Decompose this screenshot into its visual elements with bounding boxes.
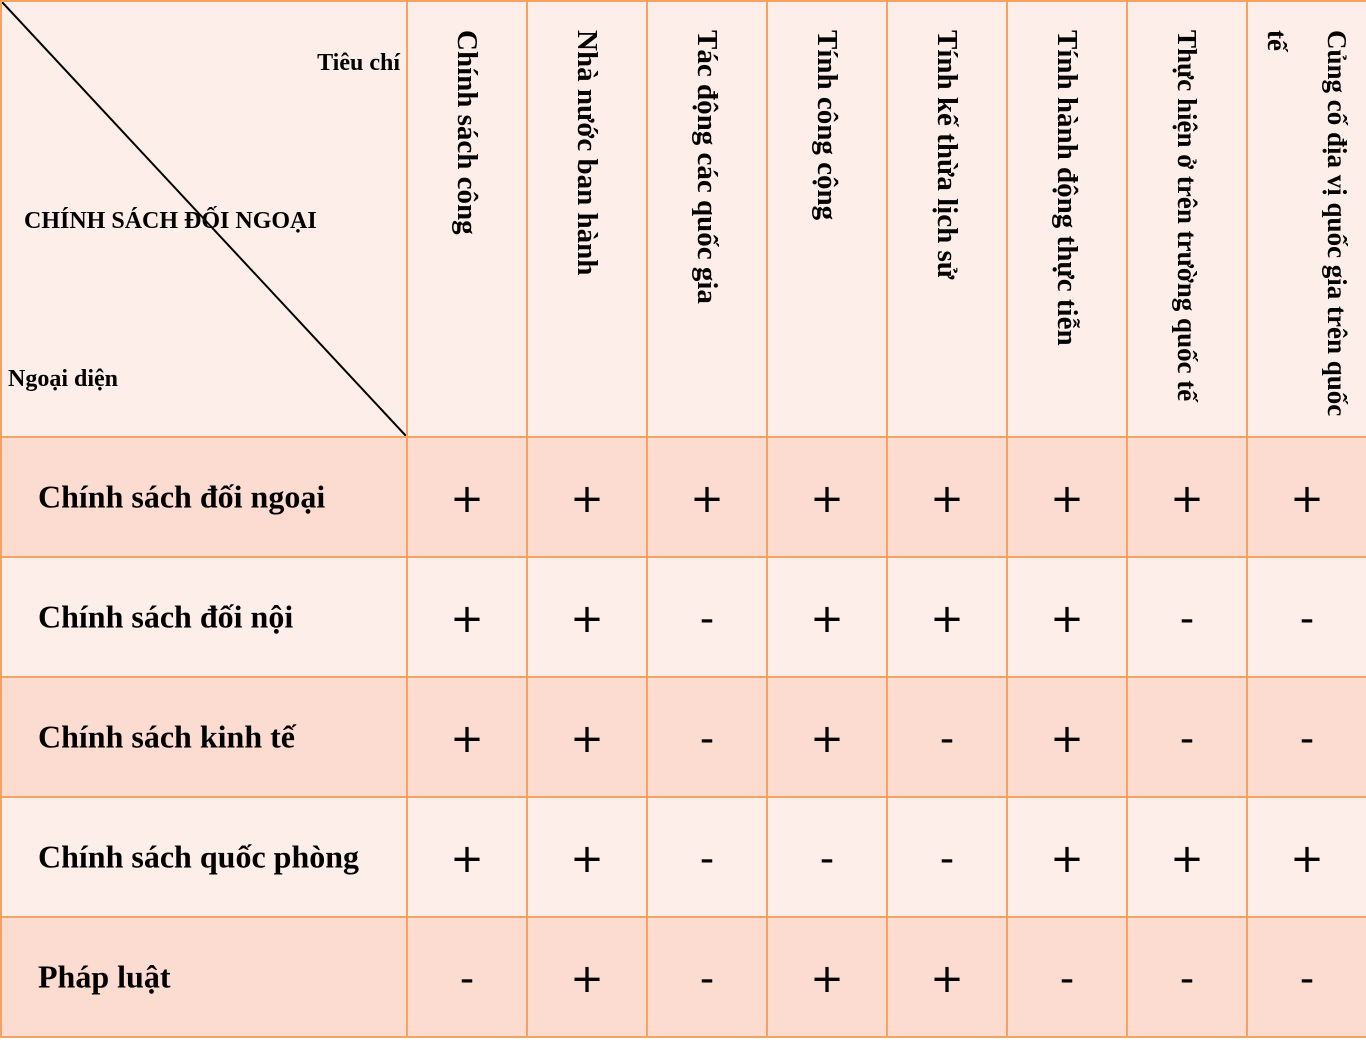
column-header-text: Củng cố địa vị quốc gia trên quốc tế bbox=[1262, 30, 1352, 417]
row-header bbox=[2, 558, 408, 678]
table-cell bbox=[1128, 438, 1248, 558]
column-header bbox=[888, 2, 1008, 438]
corner-header-cell bbox=[2, 2, 408, 438]
row-label: Chính sách đối ngoại bbox=[38, 478, 326, 515]
criterion-mark: + bbox=[450, 476, 484, 522]
table-cell bbox=[888, 558, 1008, 678]
table-cell bbox=[408, 798, 528, 918]
column-header-text: Tính kế thừa lịch sử bbox=[931, 30, 963, 280]
table-cell bbox=[1128, 918, 1248, 1038]
criterion-mark: - bbox=[1179, 956, 1195, 1002]
criterion-mark: - bbox=[1299, 716, 1315, 762]
table-cell bbox=[1248, 438, 1366, 558]
table-cell bbox=[768, 798, 888, 918]
table-cell bbox=[1008, 918, 1128, 1038]
criterion-mark: + bbox=[810, 596, 844, 642]
table-cell bbox=[648, 438, 768, 558]
criterion-mark: - bbox=[699, 956, 715, 1002]
table-cell bbox=[1248, 918, 1366, 1038]
criterion-mark: - bbox=[939, 716, 955, 762]
criterion-mark: - bbox=[699, 836, 715, 882]
table-cell bbox=[1248, 798, 1366, 918]
table-cell bbox=[408, 438, 528, 558]
table-cell bbox=[528, 798, 648, 918]
criterion-mark: + bbox=[1050, 836, 1084, 882]
table-cell bbox=[408, 558, 528, 678]
criterion-mark: + bbox=[930, 596, 964, 642]
table-cell bbox=[1008, 798, 1128, 918]
table-cell bbox=[528, 678, 648, 798]
column-header bbox=[408, 2, 528, 438]
table-cell bbox=[648, 558, 768, 678]
criterion-mark: - bbox=[1059, 956, 1075, 1002]
extent-label: Ngoại diện bbox=[8, 366, 119, 392]
criterion-mark: + bbox=[570, 716, 604, 762]
table-cell bbox=[1248, 678, 1366, 798]
criterion-mark: - bbox=[939, 836, 955, 882]
table-cell bbox=[408, 918, 528, 1038]
table-cell bbox=[1128, 558, 1248, 678]
column-header bbox=[648, 2, 768, 438]
criterion-mark: - bbox=[1179, 596, 1195, 642]
table-cell bbox=[1248, 558, 1366, 678]
column-header bbox=[1008, 2, 1128, 438]
row-header bbox=[2, 438, 408, 558]
criterion-mark: + bbox=[570, 476, 604, 522]
table-cell bbox=[768, 918, 888, 1038]
criterion-mark: + bbox=[1290, 476, 1324, 522]
table-cell bbox=[1008, 558, 1128, 678]
criterion-mark: - bbox=[1299, 596, 1315, 642]
table-cell bbox=[1008, 678, 1128, 798]
row-label: Chính sách đối nội bbox=[38, 598, 294, 635]
table-cell bbox=[648, 918, 768, 1038]
criterion-mark: + bbox=[450, 836, 484, 882]
criterion-mark: + bbox=[1050, 476, 1084, 522]
table-cell bbox=[888, 678, 1008, 798]
criterion-mark: + bbox=[570, 956, 604, 1002]
row-label: Chính sách quốc phòng bbox=[38, 838, 360, 875]
column-header-text: Chính sách công bbox=[451, 30, 483, 235]
table-cell bbox=[768, 438, 888, 558]
row-label: Chính sách kinh tế bbox=[38, 718, 295, 755]
criterion-mark: + bbox=[690, 476, 724, 522]
column-header-text: Nhà nước ban hành bbox=[571, 30, 603, 276]
column-header-text: Tính hành động thực tiễn bbox=[1051, 30, 1083, 346]
criterion-mark: - bbox=[459, 956, 475, 1002]
column-header bbox=[768, 2, 888, 438]
row-header bbox=[2, 678, 408, 798]
row-header bbox=[2, 798, 408, 918]
criterion-mark: + bbox=[930, 476, 964, 522]
criterion-mark: + bbox=[810, 716, 844, 762]
criterion-mark: + bbox=[570, 836, 604, 882]
column-header-text: Tính công cộng bbox=[811, 30, 843, 221]
criterion-mark: + bbox=[570, 596, 604, 642]
criterion-mark: + bbox=[450, 596, 484, 642]
table-cell bbox=[1128, 678, 1248, 798]
column-header bbox=[1248, 2, 1366, 438]
criterion-mark: - bbox=[1179, 716, 1195, 762]
table-cell bbox=[768, 558, 888, 678]
column-header bbox=[1128, 2, 1248, 438]
criterion-mark: + bbox=[1170, 476, 1204, 522]
table-cell bbox=[888, 798, 1008, 918]
table-cell bbox=[408, 678, 528, 798]
table-cell bbox=[648, 798, 768, 918]
criterion-mark: + bbox=[810, 956, 844, 1002]
criteria-label: Tiêu chí bbox=[317, 50, 400, 76]
row-header bbox=[2, 918, 408, 1038]
criterion-mark: + bbox=[1290, 836, 1324, 882]
criterion-mark: - bbox=[699, 716, 715, 762]
column-header bbox=[528, 2, 648, 438]
table-title: CHÍNH SÁCH ĐỐI NGOẠI bbox=[24, 208, 317, 234]
criterion-mark: + bbox=[450, 716, 484, 762]
table-cell bbox=[888, 438, 1008, 558]
criterion-mark: - bbox=[699, 596, 715, 642]
row-label: Pháp luật bbox=[38, 958, 171, 995]
column-header-text: Tác động các quốc gia bbox=[691, 30, 723, 304]
table-cell bbox=[888, 918, 1008, 1038]
criterion-mark: + bbox=[810, 476, 844, 522]
column-header-text: Thực hiện ở trên trường quốc tế bbox=[1172, 30, 1202, 402]
table-cell bbox=[528, 558, 648, 678]
table-cell bbox=[648, 678, 768, 798]
criterion-mark: + bbox=[1050, 716, 1084, 762]
table-cell bbox=[528, 918, 648, 1038]
criterion-mark: + bbox=[930, 956, 964, 1002]
table-cell bbox=[528, 438, 648, 558]
criterion-mark: - bbox=[819, 836, 835, 882]
table-cell bbox=[1008, 438, 1128, 558]
table-cell bbox=[1128, 798, 1248, 918]
table-cell bbox=[768, 678, 888, 798]
criterion-mark: + bbox=[1170, 836, 1204, 882]
criterion-mark: - bbox=[1299, 956, 1315, 1002]
criterion-mark: + bbox=[1050, 596, 1084, 642]
